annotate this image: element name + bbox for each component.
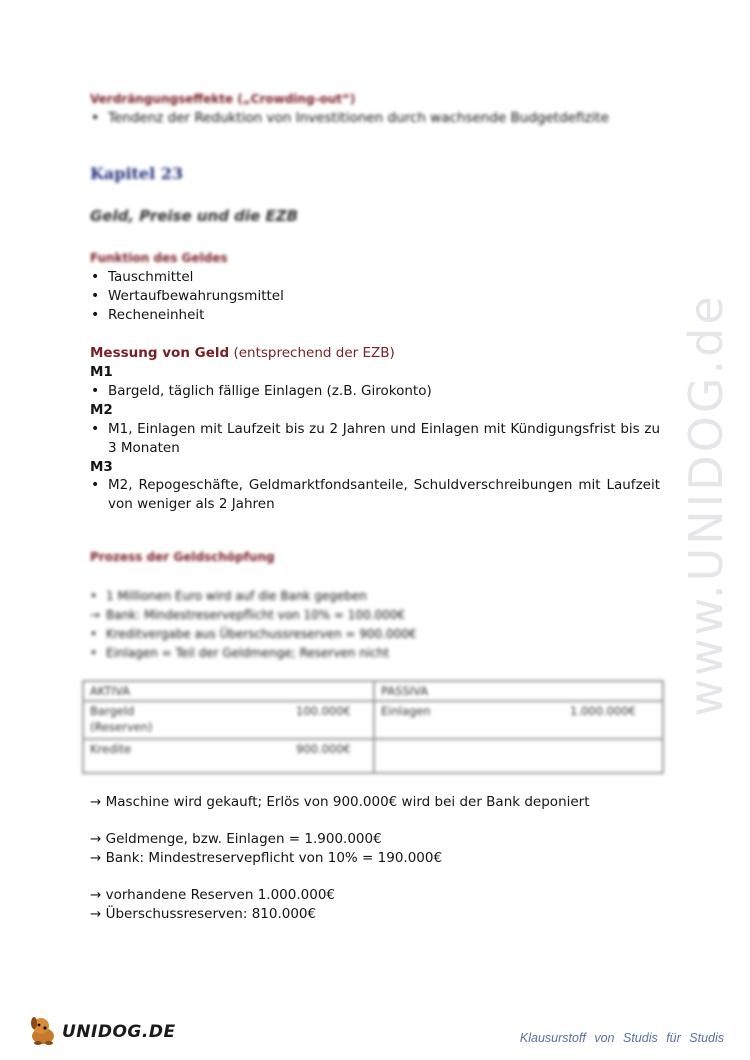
folge-line-5: → Überschussreserven: 810.000€ <box>90 906 317 922</box>
funktion-list <box>90 268 284 325</box>
funktion-item: • Wertaufbewahrungsmittel <box>90 287 284 306</box>
chapter-label: Kapitel 23 <box>90 164 184 183</box>
arrow-icon: → <box>90 887 102 903</box>
folge-line-3: → Bank: Mindestreservepflicht von 10% = 190.000€ <box>90 850 443 866</box>
m2-label: M2 <box>90 402 113 418</box>
logo-text: UNIDOG.DE <box>62 1022 176 1042</box>
m3-label: M3 <box>90 459 113 475</box>
prozess-line: • Einlagen = Teil der Geldmenge; Reserven nicht <box>90 646 390 660</box>
m1-list <box>90 382 432 401</box>
prozess-heading: Prozess der Geldschöpfung <box>90 550 275 564</box>
folge-line-2: → Geldmenge, bzw. Einlagen = 1.900.000€ <box>90 831 382 847</box>
funktion-heading: Funktion des Geldes <box>90 251 228 265</box>
chapter-title: Geld, Preise und die EZB <box>90 207 299 225</box>
passiva-row1-label: Einlagen <box>381 704 431 718</box>
messung-heading: Messung von Geld <box>90 345 230 361</box>
aktiva-header: AKTIVA <box>90 684 130 698</box>
m1-label: M1 <box>90 364 113 380</box>
m2-item: • M1, Einlagen mit Laufzeit bis zu 2 Jahren und Einlagen mit Kündigungsfrist bis zu 3 Monaten <box>90 420 660 458</box>
prozess-line: • Kreditvergabe aus Überschussreserven = 900.000€ <box>90 627 417 641</box>
passiva-header: PASSIVA <box>381 684 429 698</box>
arrow-icon: → <box>90 831 102 847</box>
unidog-logo[interactable] <box>22 1012 176 1050</box>
messung-note: (entsprechend der EZB) <box>233 345 395 361</box>
m1-item: • Bargeld, täglich fällige Einlagen (z.B. Girokonto) <box>90 382 432 401</box>
prozess-list <box>90 587 417 663</box>
aktiva-row1-label: Bargeld (Reserven) <box>90 704 153 734</box>
folge-line-1: → Maschine wird gekauft; Erlös von 900.000€ wird bei der Bank deponiert <box>90 794 590 810</box>
aktiva-row1-value: 100.000€ <box>296 704 351 718</box>
arrow-icon: → <box>90 906 102 922</box>
folge-line-4: → vorhandene Reserven 1.000.000€ <box>90 887 335 903</box>
crowding-list <box>90 109 609 128</box>
aktiva-row2-label: Kredite <box>90 742 132 756</box>
arrow-icon: → <box>90 850 102 866</box>
arrow-icon: → <box>90 794 102 810</box>
aktiva-row2-value: 900.000€ <box>296 742 351 756</box>
footer-tagline: Klausurstoff von Studis für Studis <box>519 1031 724 1045</box>
crowding-heading: Verdrängungseffekte („Crowding-out“) <box>90 92 356 106</box>
funktion-item: • Recheneinheit <box>90 306 284 325</box>
m2-list <box>90 420 660 458</box>
balance-table <box>82 680 664 774</box>
funktion-item: • Tauschmittel <box>90 268 284 287</box>
m3-item: • M2, Repogeschäfte, Geldmarktfondsanteile, Schuldverschreibungen mit Laufzeit von weniger als 2 Jahren <box>90 476 660 514</box>
dog-mascot-icon <box>26 1014 60 1046</box>
passiva-row1-value: 1.000.000€ <box>570 704 636 718</box>
m3-list <box>90 476 660 514</box>
watermark: www.UNIDOG.de <box>679 293 733 717</box>
prozess-line: • 1 Millionen Euro wird auf die Bank gegeben <box>90 589 367 603</box>
crowding-bullet: • Tendenz der Reduktion von Investitionen durch wachsende Budgetdefizite <box>90 109 609 128</box>
messung-heading-line <box>90 344 395 363</box>
prozess-line: → Bank: Mindestreservepflicht von 10% = 100.000€ <box>90 608 406 622</box>
